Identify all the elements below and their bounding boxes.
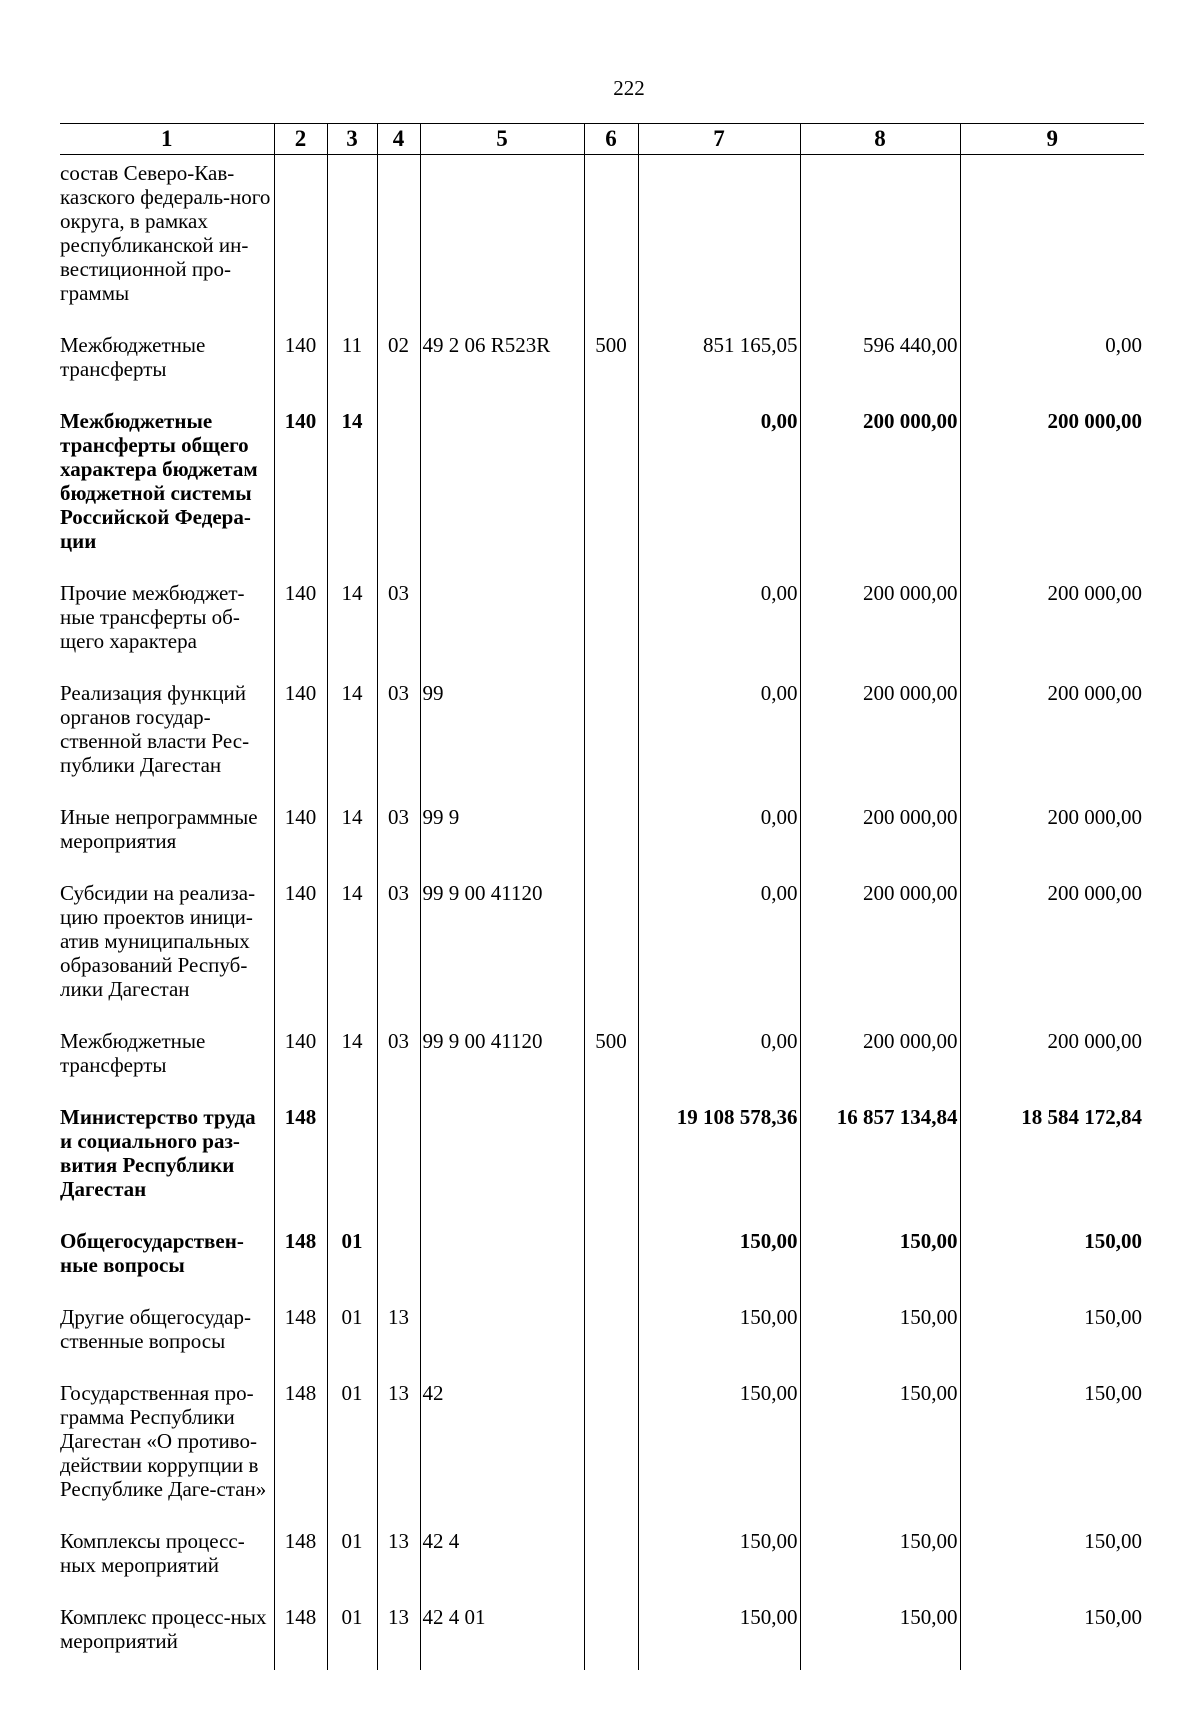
amount-col-7 xyxy=(638,155,800,323)
section-code: 01 xyxy=(327,1518,377,1594)
ministry-code: 140 xyxy=(274,570,327,670)
subsection-code xyxy=(377,1094,420,1218)
section-code: 14 xyxy=(327,794,377,870)
column-header: 8 xyxy=(800,124,960,155)
section-code xyxy=(327,1094,377,1218)
amount-col-7: 0,00 xyxy=(638,794,800,870)
table-row xyxy=(60,1294,1144,1370)
amount-col-7: 150,00 xyxy=(638,1370,800,1518)
page-number: 222 xyxy=(613,76,645,100)
subsection-code: 03 xyxy=(377,870,420,1018)
column-header: 7 xyxy=(638,124,800,155)
amount-col-8: 200 000,00 xyxy=(800,570,960,670)
table-row xyxy=(60,1370,1144,1518)
section-code: 14 xyxy=(327,570,377,670)
column-header: 4 xyxy=(377,124,420,155)
expense-type-code xyxy=(584,870,638,1018)
amount-col-8 xyxy=(800,155,960,323)
amount-col-9: 150,00 xyxy=(960,1518,1144,1594)
expense-type-code xyxy=(584,155,638,323)
amount-col-9: 150,00 xyxy=(960,1294,1144,1370)
ministry-code: 148 xyxy=(274,1370,327,1518)
subsection-code: 02 xyxy=(377,322,420,398)
expense-type-code: 500 xyxy=(584,1018,638,1094)
row-name: Субсидии на реализа-цию проектов иници-атив муниципальных образований Респуб-лики Дагестан xyxy=(60,870,274,1018)
amount-col-9: 150,00 xyxy=(960,1370,1144,1518)
amount-col-7: 851 165,05 xyxy=(638,322,800,398)
row-name: состав Северо-Кав-казского федераль-ного округа, в рамках республиканской ин-вестиционной про-граммы xyxy=(60,155,274,323)
row-name: Межбюджетные трансферты общего характера бюджетам бюджетной системы Российской Федера-ции xyxy=(60,398,274,570)
amount-col-9: 150,00 xyxy=(960,1594,1144,1670)
subsection-code: 13 xyxy=(377,1370,420,1518)
table-row xyxy=(60,155,1144,323)
subsection-code: 03 xyxy=(377,670,420,794)
expense-type-code xyxy=(584,1594,638,1670)
row-name: Государственная про-грамма Республики Дагестан «О противо-действии коррупции в Республике Даге-стан» xyxy=(60,1370,274,1518)
table-row xyxy=(60,670,1144,794)
table-row xyxy=(60,322,1144,398)
section-code: 11 xyxy=(327,322,377,398)
expense-type-code xyxy=(584,570,638,670)
section-code xyxy=(327,155,377,323)
amount-col-8: 150,00 xyxy=(800,1294,960,1370)
expense-type-code xyxy=(584,1370,638,1518)
ministry-code: 148 xyxy=(274,1518,327,1594)
amount-col-7: 0,00 xyxy=(638,870,800,1018)
target-article-code: 49 2 06 R523R xyxy=(420,322,584,398)
target-article-code: 99 9 00 41120 xyxy=(420,870,584,1018)
row-name: Комплекс процесс-ных мероприятий xyxy=(60,1594,274,1670)
amount-col-9: 200 000,00 xyxy=(960,794,1144,870)
target-article-code: 99 9 00 41120 xyxy=(420,1018,584,1094)
table-row xyxy=(60,398,1144,570)
table-row xyxy=(60,1594,1144,1670)
amount-col-9: 200 000,00 xyxy=(960,870,1144,1018)
column-header: 6 xyxy=(584,124,638,155)
expense-type-code xyxy=(584,1094,638,1218)
section-code: 01 xyxy=(327,1218,377,1294)
subsection-code xyxy=(377,398,420,570)
column-header: 2 xyxy=(274,124,327,155)
section-code: 14 xyxy=(327,1018,377,1094)
subsection-code: 03 xyxy=(377,1018,420,1094)
section-code: 01 xyxy=(327,1294,377,1370)
subsection-code: 13 xyxy=(377,1518,420,1594)
table-row xyxy=(60,794,1144,870)
ministry-code: 140 xyxy=(274,794,327,870)
amount-col-7: 0,00 xyxy=(638,1018,800,1094)
amount-col-7: 0,00 xyxy=(638,398,800,570)
ministry-code: 148 xyxy=(274,1294,327,1370)
column-header: 5 xyxy=(420,124,584,155)
amount-col-7: 0,00 xyxy=(638,670,800,794)
row-name: Прочие межбюджет-ные трансферты об-щего характера xyxy=(60,570,274,670)
ministry-code: 148 xyxy=(274,1094,327,1218)
amount-col-8: 200 000,00 xyxy=(800,870,960,1018)
subsection-code: 03 xyxy=(377,570,420,670)
amount-col-9: 150,00 xyxy=(960,1218,1144,1294)
column-header: 3 xyxy=(327,124,377,155)
row-name: Другие общегосудар-ственные вопросы xyxy=(60,1294,274,1370)
amount-col-7: 150,00 xyxy=(638,1218,800,1294)
target-article-code xyxy=(420,155,584,323)
budget-table xyxy=(60,123,1144,1670)
amount-col-8: 200 000,00 xyxy=(800,398,960,570)
expense-type-code xyxy=(584,794,638,870)
table-row xyxy=(60,1518,1144,1594)
expense-type-code xyxy=(584,1518,638,1594)
ministry-code: 140 xyxy=(274,870,327,1018)
ministry-code xyxy=(274,155,327,323)
amount-col-8: 150,00 xyxy=(800,1370,960,1518)
row-name: Межбюджетные трансферты xyxy=(60,322,274,398)
expense-type-code: 500 xyxy=(584,322,638,398)
expense-type-code xyxy=(584,398,638,570)
amount-col-9: 200 000,00 xyxy=(960,398,1144,570)
amount-col-9: 200 000,00 xyxy=(960,570,1144,670)
target-article-code xyxy=(420,1094,584,1218)
amount-col-8: 200 000,00 xyxy=(800,794,960,870)
amount-col-9: 200 000,00 xyxy=(960,1018,1144,1094)
amount-col-9: 0,00 xyxy=(960,322,1144,398)
amount-col-7: 150,00 xyxy=(638,1594,800,1670)
amount-col-9: 18 584 172,84 xyxy=(960,1094,1144,1218)
row-name: Министерство труда и социального раз-вития Республики Дагестан xyxy=(60,1094,274,1218)
table-row xyxy=(60,570,1144,670)
target-article-code xyxy=(420,1294,584,1370)
row-name: Межбюджетные трансферты xyxy=(60,1018,274,1094)
subsection-code xyxy=(377,155,420,323)
amount-col-7: 0,00 xyxy=(638,570,800,670)
target-article-code: 42 4 01 xyxy=(420,1594,584,1670)
target-article-code: 99 xyxy=(420,670,584,794)
amount-col-8: 200 000,00 xyxy=(800,1018,960,1094)
amount-col-8: 596 440,00 xyxy=(800,322,960,398)
amount-col-7: 150,00 xyxy=(638,1294,800,1370)
subsection-code xyxy=(377,1218,420,1294)
amount-col-8: 150,00 xyxy=(800,1594,960,1670)
target-article-code: 42 xyxy=(420,1370,584,1518)
amount-col-9: 200 000,00 xyxy=(960,670,1144,794)
section-code: 14 xyxy=(327,870,377,1018)
column-header: 1 xyxy=(60,124,274,155)
row-name: Иные непрограммные мероприятия xyxy=(60,794,274,870)
expense-type-code xyxy=(584,1218,638,1294)
ministry-code: 140 xyxy=(274,322,327,398)
column-header: 9 xyxy=(960,124,1144,155)
target-article-code: 42 4 xyxy=(420,1518,584,1594)
amount-col-8: 150,00 xyxy=(800,1218,960,1294)
subsection-code: 13 xyxy=(377,1594,420,1670)
section-code: 14 xyxy=(327,670,377,794)
section-code: 14 xyxy=(327,398,377,570)
row-name: Общегосударствен-ные вопросы xyxy=(60,1218,274,1294)
header-row xyxy=(60,124,1144,155)
row-name: Комплексы процесс-ных мероприятий xyxy=(60,1518,274,1594)
table-row xyxy=(60,870,1144,1018)
table-row xyxy=(60,1218,1144,1294)
table-row xyxy=(60,1018,1144,1094)
amount-col-8: 16 857 134,84 xyxy=(800,1094,960,1218)
target-article-code: 99 9 xyxy=(420,794,584,870)
section-code: 01 xyxy=(327,1370,377,1518)
target-article-code xyxy=(420,1218,584,1294)
ministry-code: 140 xyxy=(274,670,327,794)
amount-col-7: 150,00 xyxy=(638,1518,800,1594)
amount-col-8: 150,00 xyxy=(800,1518,960,1594)
section-code: 01 xyxy=(327,1594,377,1670)
expense-type-code xyxy=(584,1294,638,1370)
subsection-code: 03 xyxy=(377,794,420,870)
amount-col-8: 200 000,00 xyxy=(800,670,960,794)
ministry-code: 148 xyxy=(274,1218,327,1294)
amount-col-7: 19 108 578,36 xyxy=(638,1094,800,1218)
target-article-code xyxy=(420,398,584,570)
subsection-code: 13 xyxy=(377,1294,420,1370)
ministry-code: 140 xyxy=(274,1018,327,1094)
target-article-code xyxy=(420,570,584,670)
ministry-code: 148 xyxy=(274,1594,327,1670)
row-name: Реализация функций органов государ-ственной власти Рес-публики Дагестан xyxy=(60,670,274,794)
amount-col-9 xyxy=(960,155,1144,323)
expense-type-code xyxy=(584,670,638,794)
ministry-code: 140 xyxy=(274,398,327,570)
table-row xyxy=(60,1094,1144,1218)
